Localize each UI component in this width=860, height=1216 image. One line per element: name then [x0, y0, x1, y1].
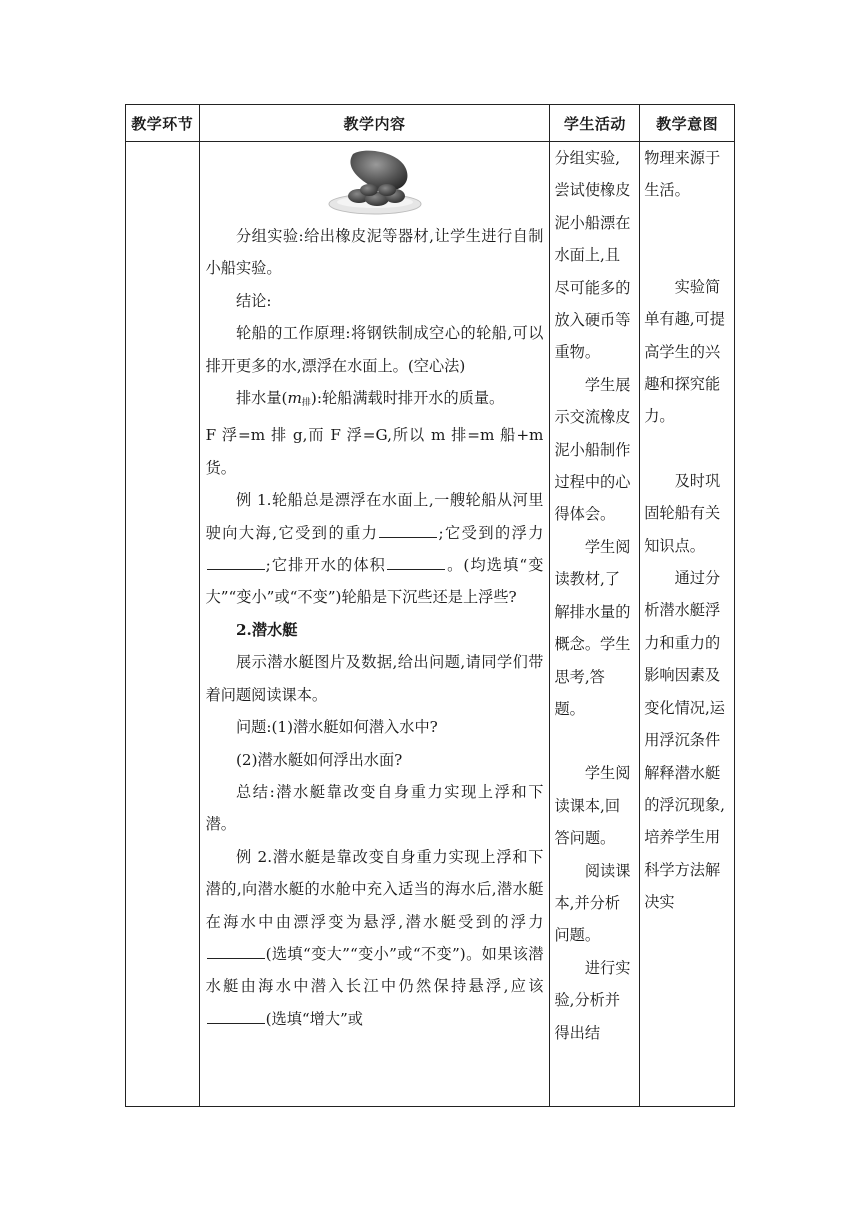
- activity-6: 进行实验,分析并得出结: [554, 958, 631, 1042]
- content-p10: 总结:潜水艇靠改变自身重力实现上浮和下潜。: [205, 782, 544, 834]
- intent-2: 实验简单有趣,可提高学生的兴趣和探究能力。: [644, 277, 725, 426]
- content-p4: 排水量$(m_排)$:轮船满载时排开水的质量。: [235, 389, 505, 409]
- activity-cell: [550, 142, 640, 1107]
- content-p1: 分组实验:给出橡皮泥等器材,让学生进行自制小船实验。: [205, 227, 544, 278]
- illustration: [200, 142, 550, 218]
- intent-1: 物理来源于生活。: [644, 149, 721, 200]
- intent-3: 及时巩固轮船有关知识点。: [644, 471, 721, 555]
- header-row: [126, 105, 735, 142]
- activity-4: 学生阅读课本,回答问题。: [554, 764, 631, 848]
- activity-1: 分组实验,尝试使橡皮泥小船漂在水面上,且尽可能多的放入硬币等重物。: [554, 149, 631, 362]
- activity-text: [550, 142, 639, 1049]
- intent-cell: [640, 142, 735, 1107]
- activity-2: 学生展示交流橡皮泥小船制作过程中的心得体会。: [554, 375, 631, 524]
- activity-3: 学生阅读教材,了解排水量的概念。学生思考,答题。: [554, 537, 631, 718]
- content-text: [200, 218, 550, 1035]
- body-row: [126, 142, 735, 1107]
- answer-blank-3: [387, 568, 445, 570]
- intent-text: [640, 142, 734, 919]
- activity-5: 阅读课本,并分析问题。: [554, 861, 631, 945]
- content-cell: [199, 142, 550, 1107]
- content-p8: 问题:(1)潜水艇如何潜入水中?: [235, 718, 438, 737]
- intent-4: 通过分析潜水艇浮力和重力的影响因素及变化情况,运用浮沉条件解释潜水艇的浮沉现象,培养学生用科学方法解决实: [644, 569, 725, 912]
- content-example2: 例 2.潜水艇是靠改变自身重力实现上浮和下潜的,向潜水艇的水舱中充入适当的海水后,潜水艇在海水中由漂浮变为悬浮,潜水艇受到的浮力(选填“变大”“变小”或“不变”)。如果该潜水艇由海水中潜入长江中仍然保持悬浮,应该(选填“增大”或: [205, 847, 544, 1028]
- content-p9: (2)潜水艇如何浮出水面?: [235, 750, 403, 769]
- lesson-table: [125, 104, 735, 1107]
- content-p3: 轮船的工作原理:将钢铁制成空心的轮船,可以排开更多的水,漂浮在水面上。(空心法): [205, 324, 544, 375]
- answer-blank-4: [207, 957, 265, 959]
- header-intent: 教学意图: [640, 105, 735, 142]
- header-activity: 学生活动: [550, 105, 640, 142]
- answer-blank-5: [207, 1022, 265, 1024]
- sweet-potato-bowl-image: [325, 146, 425, 218]
- section-heading-submarine: 2.潜水艇: [235, 620, 298, 639]
- header-content: 教学内容: [199, 105, 550, 142]
- header-stage: 教学环节: [126, 105, 200, 142]
- content-p7: 展示潜水艇图片及数据,给出问题,请同学们带着问题阅读课本。: [205, 653, 544, 704]
- content-p2: 结论:: [235, 291, 272, 310]
- stage-cell: [126, 142, 200, 1107]
- answer-blank-2: [207, 568, 265, 570]
- content-example1: 例 1.轮船总是漂浮在水面上,一艘轮船从河里驶向大海,它受到的重力 ;它受到的浮力;它排开水的体积 。(均选填“变大”“变小”或“不变”)轮船是下沉些还是上浮些?: [205, 491, 544, 607]
- content-formula: F 浮=m 排 g,而 F 浮=G,所以 m 排=m 船+m 货。: [205, 426, 544, 477]
- answer-blank-1: [379, 536, 437, 538]
